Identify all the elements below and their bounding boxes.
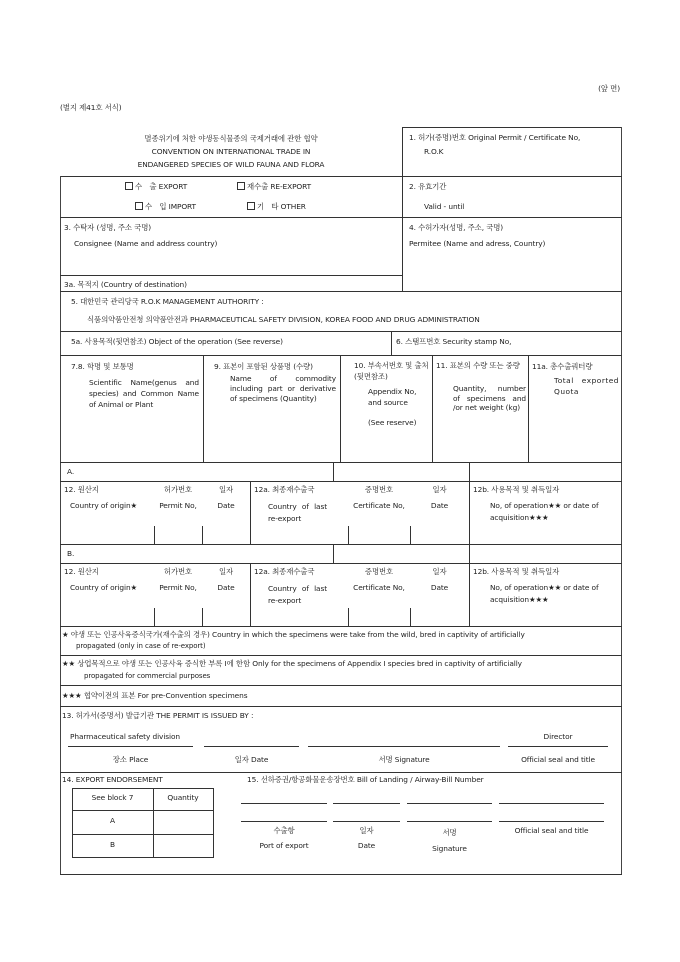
date-label: 일자 <box>432 567 447 576</box>
checkbox-label: 기 타 OTHER <box>257 202 306 211</box>
date-label: 일자 <box>218 567 234 576</box>
signature-line <box>508 746 608 747</box>
star-icon: ★ <box>62 630 69 639</box>
border <box>60 291 622 292</box>
border <box>410 608 411 626</box>
issuer-title-value[interactable]: Director <box>543 732 573 741</box>
star-icon: ★★★ <box>62 691 82 700</box>
checkbox-reexport[interactable] <box>237 182 311 191</box>
field15-label: 15. 선하증권/항공화물운송장번호 Bill of Landing / Airway-Bill Number <box>247 775 484 784</box>
cert-no-label: 증명번호 <box>364 567 394 576</box>
border <box>348 526 349 544</box>
endorsement-row-a: A <box>110 816 115 825</box>
permit-no-sublabel: Permit No, <box>159 501 197 510</box>
permit-no-sublabel: Permit No, <box>159 583 197 592</box>
block-b-label: B. <box>67 549 75 558</box>
border <box>60 331 622 332</box>
border <box>202 608 203 626</box>
date-sublabel: Date <box>217 583 235 592</box>
date-label: 일자 <box>218 485 234 494</box>
cert-no-label: 증명번호 <box>364 485 394 494</box>
border <box>340 355 341 462</box>
field5-value: 식품의약품안전청 의약품안전과 PHARMACEUTICAL SAFETY DIVISION, KOREA FOOD AND DRUG ADMINISTRATION <box>87 315 480 324</box>
signature-label-en: Signature <box>432 844 467 853</box>
checkbox-other[interactable] <box>247 202 306 211</box>
col-scientific-name-sublabel: Scientific Name(genus and species) and Common Name of Animal or Plant <box>89 378 199 409</box>
border <box>60 217 622 218</box>
checkbox-import[interactable] <box>135 202 196 211</box>
border <box>154 608 155 626</box>
note-2-cont: propagated for commercial purposes <box>84 672 211 680</box>
border <box>72 788 214 789</box>
border <box>60 176 622 177</box>
field13-label: 13. 허가서(증명서) 발급기관 THE PERMIT IS ISSUED BY : <box>62 711 254 720</box>
border <box>250 481 251 544</box>
entry-line <box>241 821 327 822</box>
purpose-label: 12b. 사용목적 및 취득일자 <box>473 485 560 494</box>
border <box>60 481 622 482</box>
form-reference: (별지 제41호 서식) <box>60 103 122 112</box>
col-quantity-label: 11. 표본의 수량 또는 중량 <box>436 361 520 370</box>
border <box>60 706 622 707</box>
border <box>528 355 529 462</box>
border <box>60 462 622 463</box>
field4-sublabel: Permitee (Name and adress, Country) <box>409 239 546 248</box>
note-1 <box>62 630 525 639</box>
entry-line <box>499 821 604 822</box>
border <box>60 655 622 656</box>
border <box>333 544 334 564</box>
border <box>60 685 622 686</box>
border <box>402 176 403 291</box>
signature-label: 서명 Signature <box>378 755 430 764</box>
border <box>469 544 470 626</box>
origin-sublabel: Country of origin★ <box>70 583 138 592</box>
note-text: 협약이전의 표본 For pre-Convention specimens <box>83 691 248 700</box>
note-text: 상업목적으로 야생 또는 인공사육 증식한 부록 Ⅰ에 한함 Only for the specimens of Appendix Ⅰ species bred in captivity of artificially <box>77 659 522 668</box>
title-korean: 멸종위기에 처한 야생동식물종의 국제거래에 관한 협약 <box>144 134 318 143</box>
endorsement-row-b: B <box>110 840 115 849</box>
col-quota-label: 11a. 총수출쿼터량 <box>532 362 593 371</box>
field3a-label: 3a. 목적지 (Country of destination) <box>64 280 187 289</box>
place-label: 장소 Place <box>112 755 149 764</box>
note-3 <box>62 691 247 700</box>
entry-line <box>241 803 327 804</box>
border <box>60 275 402 276</box>
convention-title <box>60 132 402 171</box>
checkbox-label: 재수출 RE-EXPORT <box>247 182 312 191</box>
title-english-1: CONVENTION ON INTERNATIONAL TRADE IN <box>151 147 311 156</box>
border <box>432 355 433 462</box>
page-side-label: (앞 면) <box>598 84 620 93</box>
border <box>621 127 622 875</box>
checkbox-icon[interactable] <box>237 182 245 190</box>
last-reexport-sublabel: Country of last re-export <box>268 584 328 605</box>
signature-line <box>204 746 299 747</box>
field14-label: 14. EXPORT ENDORSEMENT <box>62 775 163 784</box>
endorsement-header-block: See block 7 <box>91 793 134 802</box>
checkbox-icon[interactable] <box>125 182 133 190</box>
checkbox-label: 수 출 EXPORT <box>135 182 188 191</box>
checkbox-icon[interactable] <box>247 202 255 210</box>
border <box>202 526 203 544</box>
issuing-place-value[interactable]: Pharmaceutical safety division <box>70 732 180 741</box>
permit-no-label: 허가번호 <box>163 567 193 576</box>
checkbox-export[interactable] <box>125 182 187 191</box>
entry-line <box>407 803 492 804</box>
note-2 <box>62 659 522 668</box>
date-label-en: Date <box>357 841 376 850</box>
cert-no-sublabel: Certificate No, <box>353 501 405 510</box>
entry-line <box>499 803 604 804</box>
border <box>391 331 392 356</box>
border <box>60 563 622 564</box>
border <box>60 176 61 875</box>
purpose-label: 12b. 사용목적 및 취득일자 <box>473 567 560 576</box>
border <box>60 626 622 627</box>
date-sublabel: Date <box>430 501 449 510</box>
border <box>154 526 155 544</box>
star-icon: ★★ <box>62 659 76 668</box>
seal-label: Official seal and title <box>521 755 595 764</box>
border <box>60 874 622 875</box>
last-reexport-label: 12a. 최종재수출국 <box>254 567 315 576</box>
purpose-sublabel: No, of operation★★ or date of acquisition★★★ <box>490 583 599 604</box>
date-label: 일자 <box>432 485 447 494</box>
border <box>250 563 251 626</box>
border <box>402 127 622 128</box>
border <box>60 355 622 356</box>
col-commodity-sublabel: Name of commodity including part or derivative of specimens (Quantity) <box>230 374 336 403</box>
origin-sublabel: Country of origin★ <box>70 501 138 510</box>
endorsement-header-quantity: Quantity <box>167 793 199 802</box>
checkbox-icon[interactable] <box>135 202 143 210</box>
border <box>213 788 214 858</box>
border <box>348 608 349 626</box>
purpose-sublabel: No, of operation★★ or date of acquisition★★★ <box>490 501 599 522</box>
border <box>333 462 334 482</box>
border <box>410 526 411 544</box>
border <box>60 544 622 545</box>
date-sublabel: Date <box>217 501 235 510</box>
port-label-en: Port of export <box>259 841 309 850</box>
note-1-cont: propagated (only in case of re-export) <box>76 642 206 650</box>
col-quota-sublabel: Total exported Quota <box>554 376 619 396</box>
last-reexport-sublabel: Country of last re-export <box>268 502 328 523</box>
cert-no-sublabel: Certificate No, <box>353 583 405 592</box>
signature-line <box>308 746 500 747</box>
date-sublabel: Date <box>430 583 449 592</box>
col-appendix-sublabel: Appendix No, and source <box>368 387 417 407</box>
border <box>203 355 204 462</box>
endorsement-quantity-b[interactable] <box>154 835 213 857</box>
border <box>60 772 622 773</box>
border <box>402 127 403 176</box>
title-english-2: ENDANGERED SPECIES OF WILD FAUNA AND FLORA <box>137 160 325 169</box>
col-quantity-sublabel: Quantity, number of specimens and /or net weight (kg) <box>453 384 526 412</box>
block-a-label: A. <box>67 467 75 476</box>
border <box>469 462 470 544</box>
field1-value[interactable]: R.O.K <box>424 147 444 156</box>
note-text: 야생 또는 인공사육증식국가(재수출의 경우) Country in which the specimens were take from the wild, bred in captivity of artificially <box>70 630 525 639</box>
field6-label: 6. 스탬프번호 Security stamp No, <box>396 337 512 346</box>
col-scientific-name-label: 7.8. 학명 및 보통명 <box>71 362 134 371</box>
endorsement-quantity-a[interactable] <box>154 811 213 833</box>
field2-label: 2. 유효기간 <box>409 182 447 191</box>
entry-line <box>333 803 400 804</box>
field5a-label: 5a. 사용목적(뒷면참조) Object of the operation (See reverse) <box>71 337 283 346</box>
origin-label: 12. 원산지 <box>64 485 99 494</box>
last-reexport-label: 12a. 최종재수출국 <box>254 485 315 494</box>
field3-sublabel: Consignee (Name and address country) <box>74 239 218 248</box>
entry-line <box>407 821 492 822</box>
date-label: 일자 Date <box>234 755 269 764</box>
signature-label-ko: 서명 <box>442 828 457 837</box>
col-commodity-label: 9. 표본이 포함된 상품명 (수량) <box>214 362 313 371</box>
port-label-ko: 수출항 <box>273 826 295 835</box>
field5-label: 5. 대한민국 관리당국 R.O.K MANAGEMENT AUTHORITY : <box>71 297 264 306</box>
entry-line <box>333 821 400 822</box>
date-label-ko: 일자 <box>359 826 374 835</box>
field2-sublabel: Valid - until <box>424 202 465 211</box>
permit-no-label: 허가번호 <box>163 485 193 494</box>
seal-label: Official seal and title <box>514 826 589 835</box>
field3-label: 3. 수탁자 (성명, 주소 국명) <box>64 223 152 232</box>
origin-label: 12. 원산지 <box>64 567 99 576</box>
checkbox-label: 수 입 IMPORT <box>145 202 196 211</box>
field4-label: 4. 수허가자(성명, 주소, 국명) <box>409 223 504 232</box>
field1-label: 1. 허가(증명)번호 Original Permit / Certificate No, <box>409 133 581 142</box>
col-appendix-note: (See reserve) <box>368 418 417 427</box>
border <box>72 857 214 858</box>
signature-line <box>68 746 193 747</box>
col-appendix-label: 10. 부속서번호 및 출처 (뒷면참조) <box>354 361 429 381</box>
